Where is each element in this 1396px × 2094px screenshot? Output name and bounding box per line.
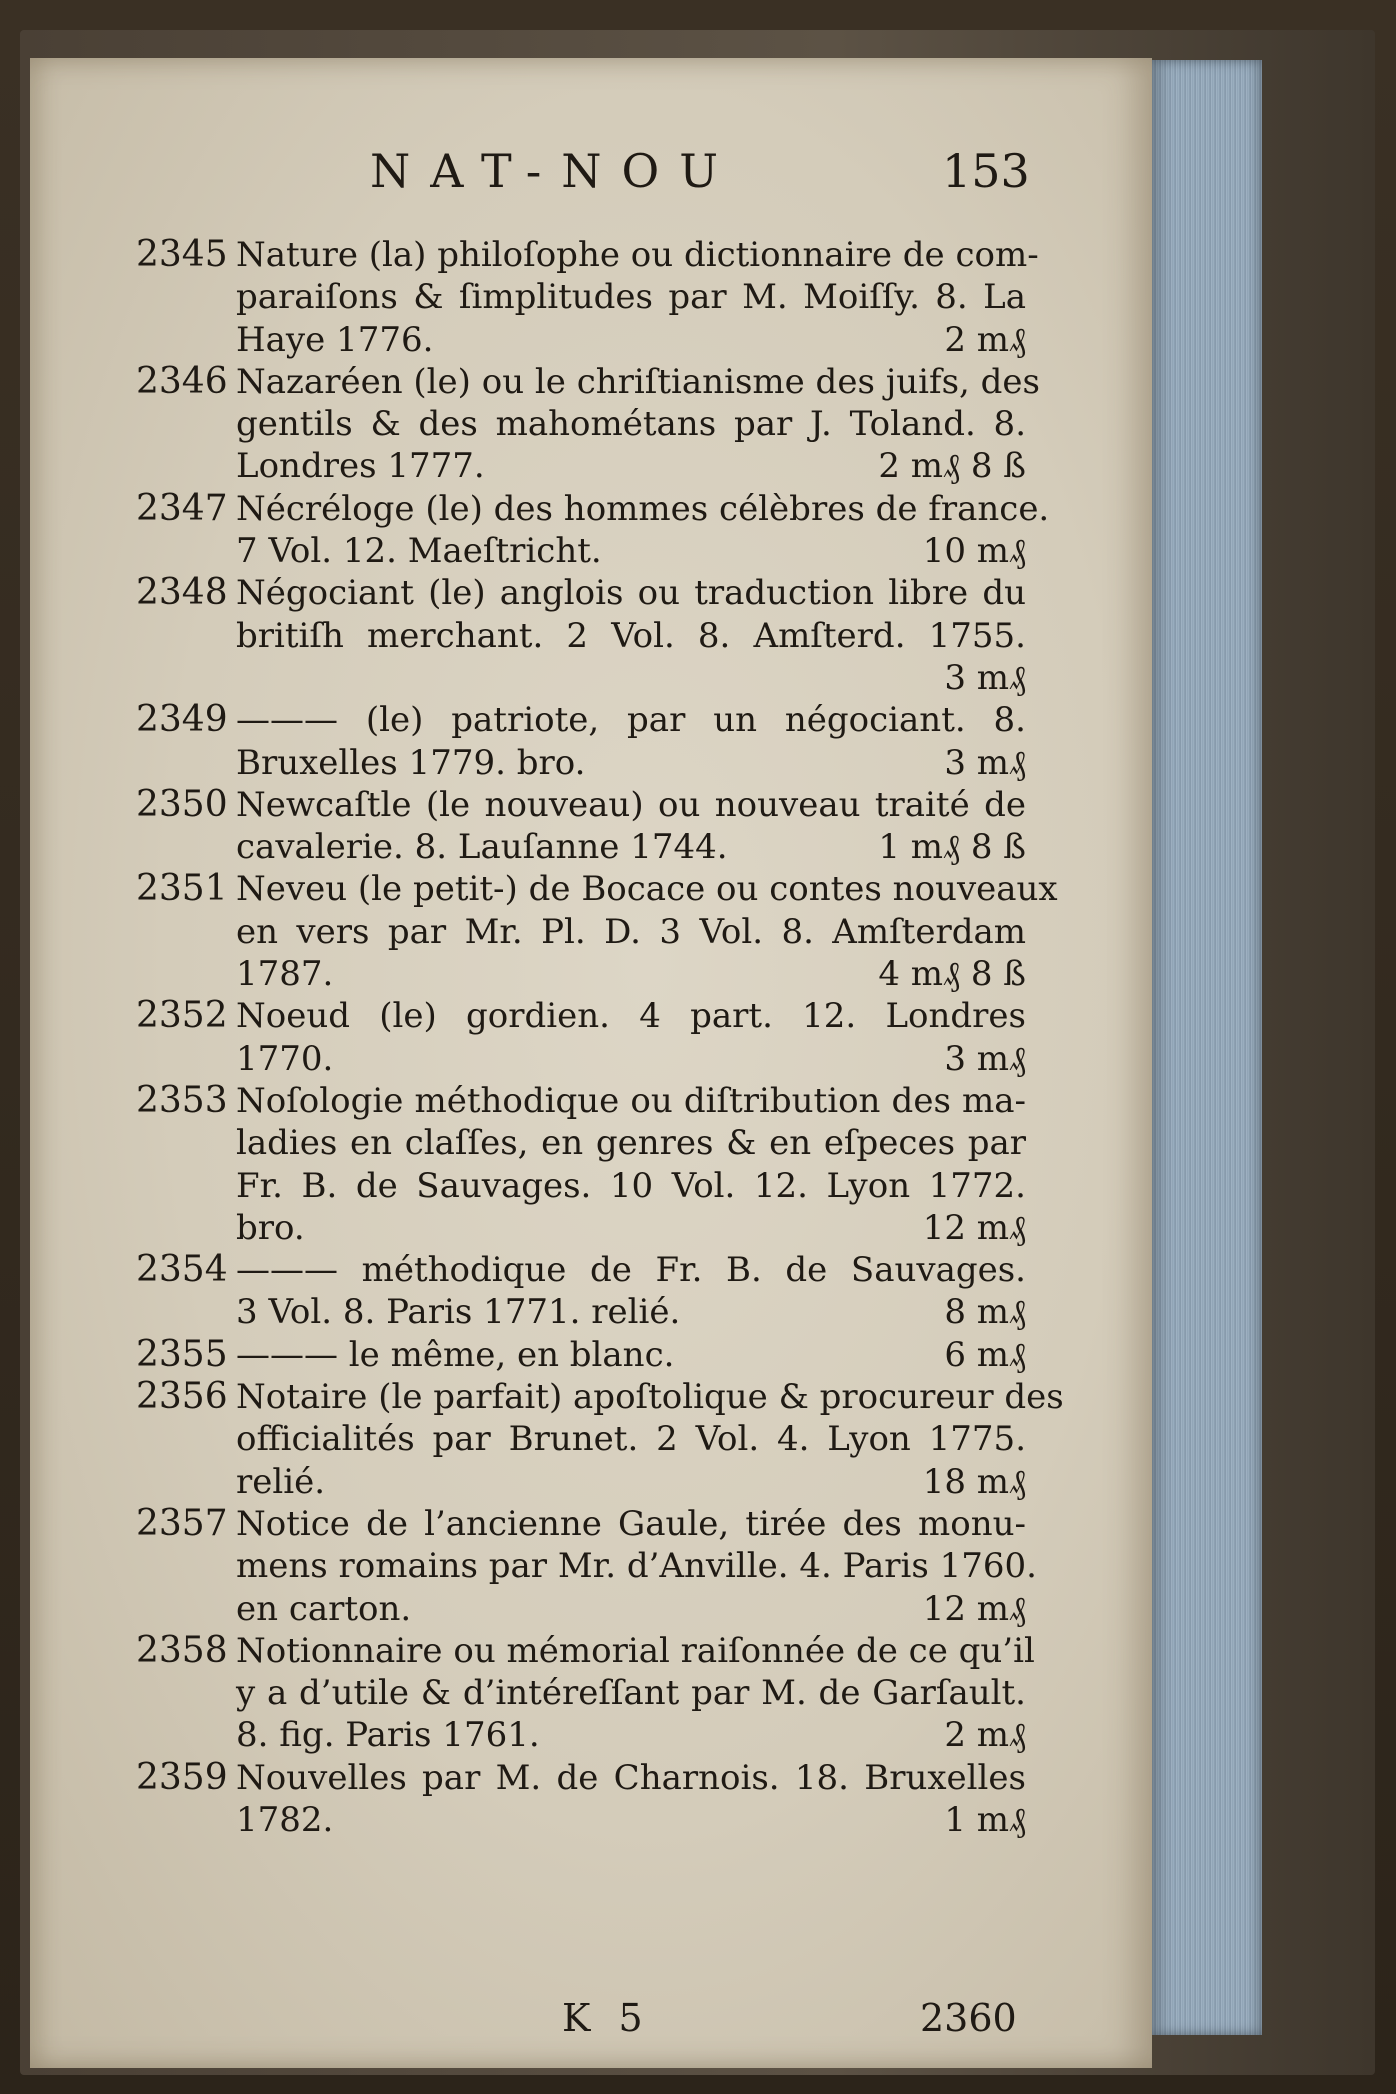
entry-price: 12 m₰	[922, 1588, 1026, 1629]
entry-description	[236, 784, 1026, 869]
entry-line: ——— (le) patriote, par un négociant. 8.	[236, 700, 1026, 741]
catalogue-entry	[30, 1080, 1152, 1249]
entry-line: paraiſons & ſimplitudes par M. Moiſſy. 8. La	[236, 277, 1026, 318]
page-fore-edge	[1152, 60, 1262, 2035]
entry-number: 2359	[136, 1756, 228, 1798]
entry-line	[236, 1291, 1026, 1333]
catalogue-entry	[30, 572, 1152, 699]
entry-line-text: 1787.	[236, 954, 334, 995]
entry-line-text: 8. fig. Paris 1761.	[236, 1715, 540, 1756]
entry-line: y a d’utile & d’intéreſſant par M. de Garſault.	[236, 1673, 1026, 1714]
entry-line	[236, 953, 1026, 995]
entry-number: 2356	[136, 1376, 228, 1418]
entry-line	[236, 742, 1026, 784]
catalogue-entry	[30, 1249, 1152, 1334]
entry-line-text: Bruxelles 1779. bro.	[236, 742, 586, 783]
entry-line: Notionnaire ou mémorial raiſonnée de ce qu’il	[236, 1630, 1035, 1671]
entry-line: britiſh merchant. 2 Vol. 8. Amſterd. 1755.	[236, 615, 1026, 656]
page-text	[30, 58, 1152, 2068]
entry-line	[236, 1461, 1026, 1503]
entry-description	[236, 1334, 1026, 1376]
entry-description	[236, 868, 1058, 995]
entry-line: Notice de l’ancienne Gaule, tirée des monu-	[236, 1503, 1026, 1544]
catalogue-entry	[30, 699, 1152, 784]
signature-mark: K 5	[562, 1996, 651, 2040]
entry-line	[236, 445, 1026, 487]
entry-description	[236, 1376, 1064, 1503]
entry-line: gentils & des mahométans par J. Toland. 8.	[236, 404, 1026, 445]
entry-number: 2350	[136, 783, 228, 825]
entry-price: 1 m₰	[944, 1799, 1026, 1840]
catalogue-entry	[30, 361, 1152, 488]
entry-line: Noeud (le) gordien. 4 part. 12. Londres	[236, 996, 1026, 1037]
entry-line-text: Londres 1777.	[236, 446, 485, 487]
entry-line: Négociant (le) anglois ou traduction libre du	[236, 573, 1026, 614]
entry-line	[236, 826, 1026, 868]
running-head: NAT-NOU	[370, 144, 738, 198]
entry-line: Nature (la) philoſophe ou dictionnaire de com-	[236, 235, 1039, 275]
entry-price: 6 m₰	[944, 1334, 1026, 1375]
entry-number: 2352	[136, 995, 228, 1037]
entry-number: 2349	[136, 699, 228, 741]
entry-price: 8 m₰	[944, 1292, 1026, 1333]
entry-line: mens romains par Mr. d’Anville. 4. Paris 1760.	[236, 1546, 1037, 1587]
entry-line-text: 3 Vol. 8. Paris 1771. relié.	[236, 1292, 681, 1333]
entry-number: 2353	[136, 1079, 228, 1121]
entry-description	[236, 995, 1026, 1080]
catalogue-entry	[30, 784, 1152, 869]
entry-line-text: relié.	[236, 1461, 326, 1502]
entry-line-text: cavalerie. 8. Lauſanne 1744.	[236, 827, 728, 868]
entry-line: Fr. B. de Sauvages. 10 Vol. 12. Lyon 1772.	[236, 1165, 1026, 1206]
entry-line: Notaire (le parfait) apoſtolique & procureur des	[236, 1377, 1064, 1418]
entry-price: 3 m₰	[944, 1038, 1026, 1079]
catalogue-entry	[30, 1334, 1152, 1376]
entry-line	[236, 319, 1026, 361]
entry-price: 2 m₰ 8 ß	[878, 446, 1026, 487]
entry-line: ladies en claſſes, en genres & en eſpeces par	[236, 1123, 1026, 1164]
entry-line-text: 1782.	[236, 1799, 334, 1840]
entry-line	[236, 1799, 1026, 1841]
entry-line-text: Haye 1776.	[236, 319, 434, 360]
entry-line: Nouvelles par M. de Charnois. 18. Bruxelles	[236, 1757, 1026, 1798]
catalogue-entry	[30, 1757, 1152, 1842]
entry-description	[236, 1503, 1037, 1630]
entry-line	[236, 1334, 1026, 1376]
entry-line: Noſologie méthodique ou diſtribution des ma-	[236, 1080, 1026, 1121]
entry-price: 10 m₰	[922, 531, 1026, 572]
entry-price: 4 m₰ 8 ß	[878, 954, 1026, 995]
entry-number: 2347	[136, 487, 228, 529]
entry-line-text: en carton.	[236, 1588, 412, 1629]
entry-price: 18 m₰	[922, 1461, 1026, 1502]
catalogue-entry	[30, 234, 1152, 361]
catalogue-entry	[30, 488, 1152, 573]
book-page	[30, 58, 1152, 2068]
entry-number: 2345	[136, 234, 228, 275]
entry-number: 2358	[136, 1629, 228, 1671]
entry-price: 3 m₰	[944, 657, 1026, 698]
entry-price: 3 m₰	[944, 742, 1026, 783]
entry-line: Nécréloge (le) des hommes célèbres de france.	[236, 488, 1050, 529]
entry-price: 1 m₰ 8 ß	[878, 827, 1026, 868]
entry-line: officialités par Brunet. 2 Vol. 4. Lyon 1775.	[236, 1419, 1026, 1460]
entry-description	[236, 1080, 1026, 1249]
entry-line	[236, 657, 1026, 699]
catchword: 2360	[920, 1996, 1017, 2040]
entry-line: en vers par Mr. Pl. D. 3 Vol. 8. Amſterdam	[236, 911, 1026, 952]
entry-line-text: 7 Vol. 12. Maeſtricht.	[236, 531, 602, 572]
entry-description	[236, 234, 1039, 361]
entry-line: Nazaréen (le) ou le chriſtianisme des juifs, des	[236, 361, 1040, 402]
entry-number: 2351	[136, 868, 228, 910]
entry-line-text: 1770.	[236, 1038, 334, 1079]
catalogue-entry	[30, 1376, 1152, 1503]
entry-price: 2 m₰	[944, 319, 1026, 360]
entry-description	[236, 1757, 1026, 1842]
entry-line: Neveu (le petit-) de Bocace ou contes nouveaux	[236, 869, 1058, 910]
catalogue-entry	[30, 1503, 1152, 1630]
entry-line-text: ——— le même, en blanc.	[236, 1334, 675, 1375]
entry-line: ——— méthodique de Fr. B. de Sauvages.	[236, 1250, 1026, 1291]
entry-description	[236, 572, 1026, 699]
catalogue-entry	[30, 868, 1152, 995]
catalogue-entry	[30, 1630, 1152, 1757]
catalogue-entry	[30, 995, 1152, 1080]
entry-price: 2 m₰	[944, 1715, 1026, 1756]
page-header	[30, 144, 1152, 224]
entry-number: 2348	[136, 572, 228, 614]
entry-line	[236, 1038, 1026, 1080]
entry-line: Newcaſtle (le nouveau) ou nouveau traité de	[236, 784, 1026, 825]
entry-price: 12 m₰	[922, 1207, 1026, 1248]
page-footer	[30, 1996, 1152, 2046]
entry-description	[236, 361, 1040, 488]
entry-description	[236, 699, 1026, 784]
entry-number: 2346	[136, 360, 228, 402]
entry-line-text: bro.	[236, 1207, 305, 1248]
entry-number: 2357	[136, 1502, 228, 1544]
entry-line	[236, 1207, 1026, 1249]
catalogue-entries	[30, 234, 1152, 1841]
entry-number: 2355	[136, 1333, 228, 1375]
entry-description	[236, 488, 1050, 573]
entry-description	[236, 1249, 1026, 1334]
entry-line	[236, 530, 1026, 572]
entry-line	[236, 1714, 1026, 1756]
entry-description	[236, 1630, 1035, 1757]
page-number: 153	[942, 144, 1030, 198]
entry-line	[236, 1588, 1026, 1630]
entry-number: 2354	[136, 1249, 228, 1291]
